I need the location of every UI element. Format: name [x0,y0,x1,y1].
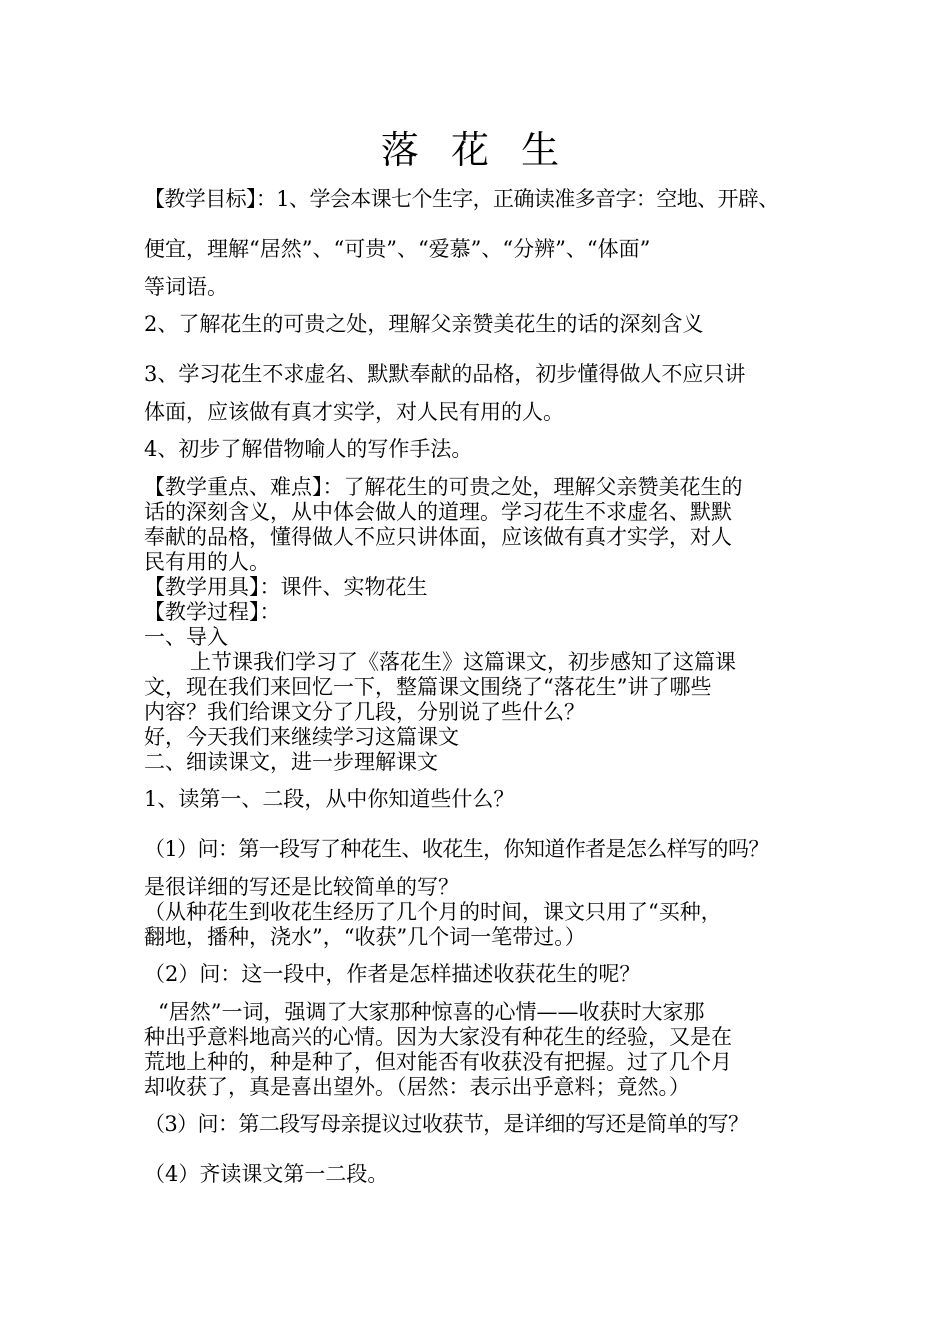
text-line: 好，今天我们来继续学习这篇课文 [144,725,459,749]
text-line: 荒地上种的，种是种了，但对能否有收获没有把握。过了几个月 [144,1050,732,1074]
text-line: 话的深刻含义，从中体会做人的道理。学习花生不求虚名、默默 [144,500,732,524]
text-line: （4）齐读课文第一二段。 [144,1162,389,1186]
text-line: 4、初步了解借物喻人的写作手法。 [144,437,473,461]
text-line: （3）问：第二段写母亲提议过收获节，是详细的写还是简单的写？ [144,1112,749,1136]
text-line: 【教学用具】：课件、实物花生 [144,575,428,599]
text-line: （1）问：第一段写了种花生、收花生，你知道作者是怎么样写的吗？ [144,837,769,861]
text-line: 是很详细的写还是比较简单的写？ [144,875,459,899]
text-line: （从种花生到收花生经历了几个月的时间，课文只用了“买种， [144,900,722,924]
text-line: 种出乎意料地高兴的心情。因为大家没有种花生的经验，又是在 [144,1025,732,1049]
text-line: 3、学习花生不求虚名、默默奉献的品格，初步懂得做人不应只讲 [144,362,746,386]
text-line: 二、细读课文，进一步理解课文 [144,750,438,774]
text-line: 内容？我们给课文分了几段，分别说了些什么？ [144,700,585,724]
text-line: 1、读第一、二段，从中你知道些什么？ [144,787,515,811]
text-line: 文，现在我们来回忆一下，整篇课文围绕了“落花生”讲了哪些 [144,675,712,699]
text-line: 等词语。 [144,275,228,299]
text-line: 翻地，播种，浇水”，“收获”几个词一笔带过。） [144,925,586,949]
document-title: 落 花 生 [380,128,570,172]
text-line: 民有用的人。 [144,550,270,574]
text-line: 【教学重点、难点】：了解花生的可贵之处，理解父亲赞美花生的 [144,475,743,499]
text-line: （2）问：这一段中，作者是怎样描述收获花生的呢？ [144,962,641,986]
text-line: 上节课我们学习了《落花生》这篇课文，初步感知了这篇课 [190,650,736,674]
text-line: 【教学目标】：1、学会本课七个生字，正确读准多音字：空地、开辟、 [144,187,779,211]
text-line: 一、导入 [144,625,228,649]
text-line: 【教学过程】： [144,600,281,624]
text-line: 却收获了，真是喜出望外。（居然：表示出乎意料；竟然。） [144,1075,690,1099]
text-line: “居然”一词，强调了大家那种惊喜的心情——收获时大家那 [158,1000,705,1024]
text-line: 便宜，理解“居然”、“可贵”、“爱慕”、“分辨”、“体面” [144,237,651,261]
text-line: 体面，应该做有真才实学，对人民有用的人。 [144,400,564,424]
text-line: 奉献的品格，懂得做人不应只讲体面，应该做有真才实学，对人 [144,525,732,549]
text-line: 2、了解花生的可贵之处，理解父亲赞美花生的话的深刻含义 [144,312,704,336]
